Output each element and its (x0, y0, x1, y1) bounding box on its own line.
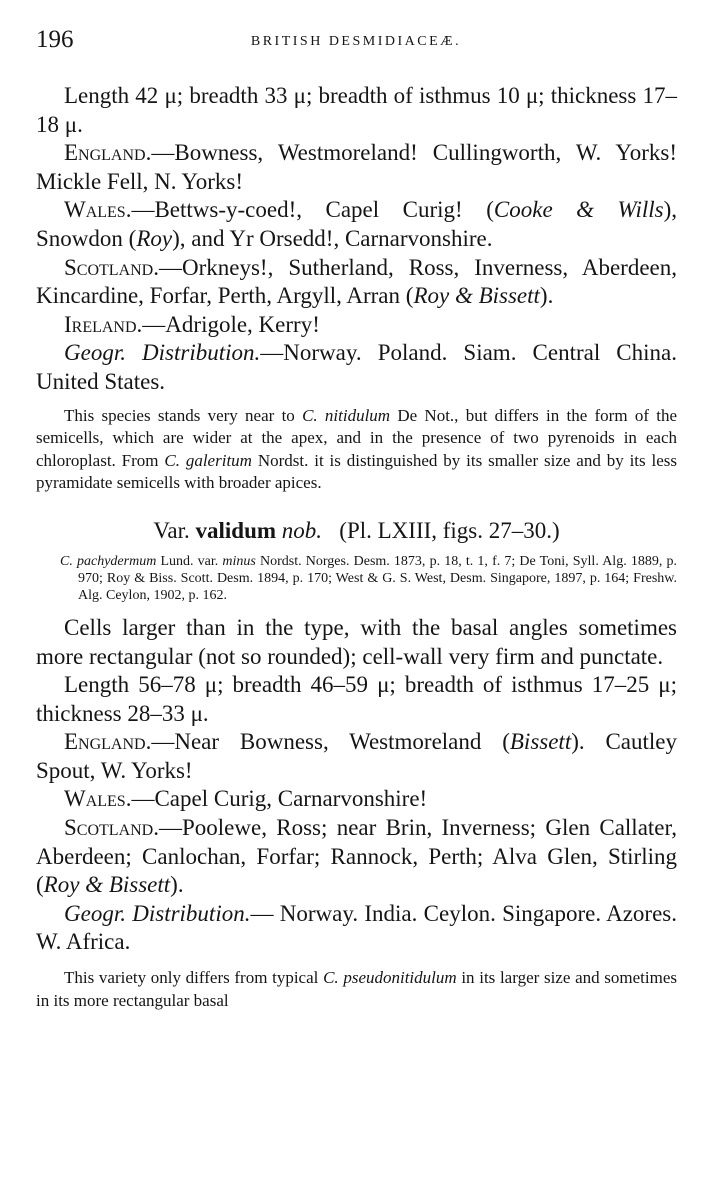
page-header (36, 26, 676, 60)
region-label-scotland: Scotland. (64, 815, 159, 841)
variety-scotland-records: Scotland.—Poolewe, Ross; near Brin, Inverness; Glen Callater, Aberdeen; Canlochan, Forfar; Rannock, Perth; Alva Glen, Stirling (Roy & Bissett). (36, 815, 677, 898)
variety-name: validum (195, 517, 277, 543)
region-label-england: England. (64, 729, 152, 755)
region-label-wales: Wales. (64, 197, 132, 223)
distribution-label: Geogr. Distribution. (64, 340, 261, 366)
species-distribution: Geogr. Distribution.—Norway. Poland. Siam. Central China. United States. (36, 340, 677, 394)
plate-reference: (Pl. LXIII, figs. 27–30.) (339, 517, 560, 543)
running-title: BRITISH DESMIDIACEÆ. (250, 34, 462, 49)
synonymy-references: C. pachydermum Lund. var. minus Nordst. Norges. Desm. 1873, p. 18, t. 1, f. 7; De Toni, Syll. Alg. 1889, p. 970; Roy & Biss. Scott. Desm. 1894, p. 170; West & G. S. West, Desm. Singapore, 1897, p. 164; Freshw. Alg. Ceylon, 1902, p. 162. (60, 553, 677, 603)
region-label-wales: Wales. (64, 786, 132, 812)
species-measurements: Length 42 μ; breadth 33 μ; breadth of isthmus 10 μ; thickness 17–18 μ. (36, 83, 677, 137)
species-note: This species stands very near to C. nitidulum De Not., but differs in the form of the semicells, which are wider at the apex, and in the presence of two pyrenoids in each chloroplast. From C. galeritum Nordst. it is distinguished by its smaller size and by its less pyramidate semicells with broader apices. (36, 405, 678, 493)
page-body (36, 82, 677, 1012)
species-wales-records: Wales.—Bettws-y-coed!, Capel Curig! (Cooke & Wills), Snowdon (Roy), and Yr Orsedd!, Carnarvonshire. (36, 197, 677, 251)
variety-description: Cells larger than in the type, with the basal angles sometimes more rectangular (not so rounded); cell-wall very firm and punctate. (36, 614, 677, 669)
variety-heading: Var. validum nob. (Pl. LXIII, figs. 27–30.) (153, 517, 560, 543)
variety-england-records: England.—Near Bowness, Westmoreland (Bissett). Cautley Spout, W. Yorks! (36, 729, 677, 783)
variety-note: This variety only differs from typical C. pseudonitidulum in its larger size and sometimes in its more rectangular basal (36, 968, 677, 1010)
species-scotland-records: Scotland.—Orkneys!, Sutherland, Ross, Inverness, Aberdeen, Kincardine, Forfar, Perth, Argyll, Arran (Roy & Bissett). (36, 254, 677, 309)
variety-measurements: Length 56–78 μ; breadth 46–59 μ; breadth of isthmus 17–25 μ; thickness 28–33 μ. (36, 672, 677, 726)
region-label-ireland: Ireland. (64, 311, 143, 337)
variety-distribution: Geogr. Distribution.— Norway. India. Ceylon. Singapore. Azores. W. Africa. (36, 900, 678, 955)
region-label-england: England. (64, 140, 152, 166)
page-number: 196 (36, 26, 74, 53)
region-label-scotland: Scotland. (64, 254, 159, 280)
species-england-records: England.—Bowness, Westmoreland! Cullingworth, W. Yorks! Mickle Fell, N. Yorks! (36, 140, 677, 194)
variety-wales-records: Wales.—Capel Curig, Carnarvonshire! (64, 786, 428, 812)
species-ireland-records: Ireland.—Adrigole, Kerry! (64, 311, 320, 337)
distribution-label: Geogr. Distribution. (64, 900, 251, 926)
